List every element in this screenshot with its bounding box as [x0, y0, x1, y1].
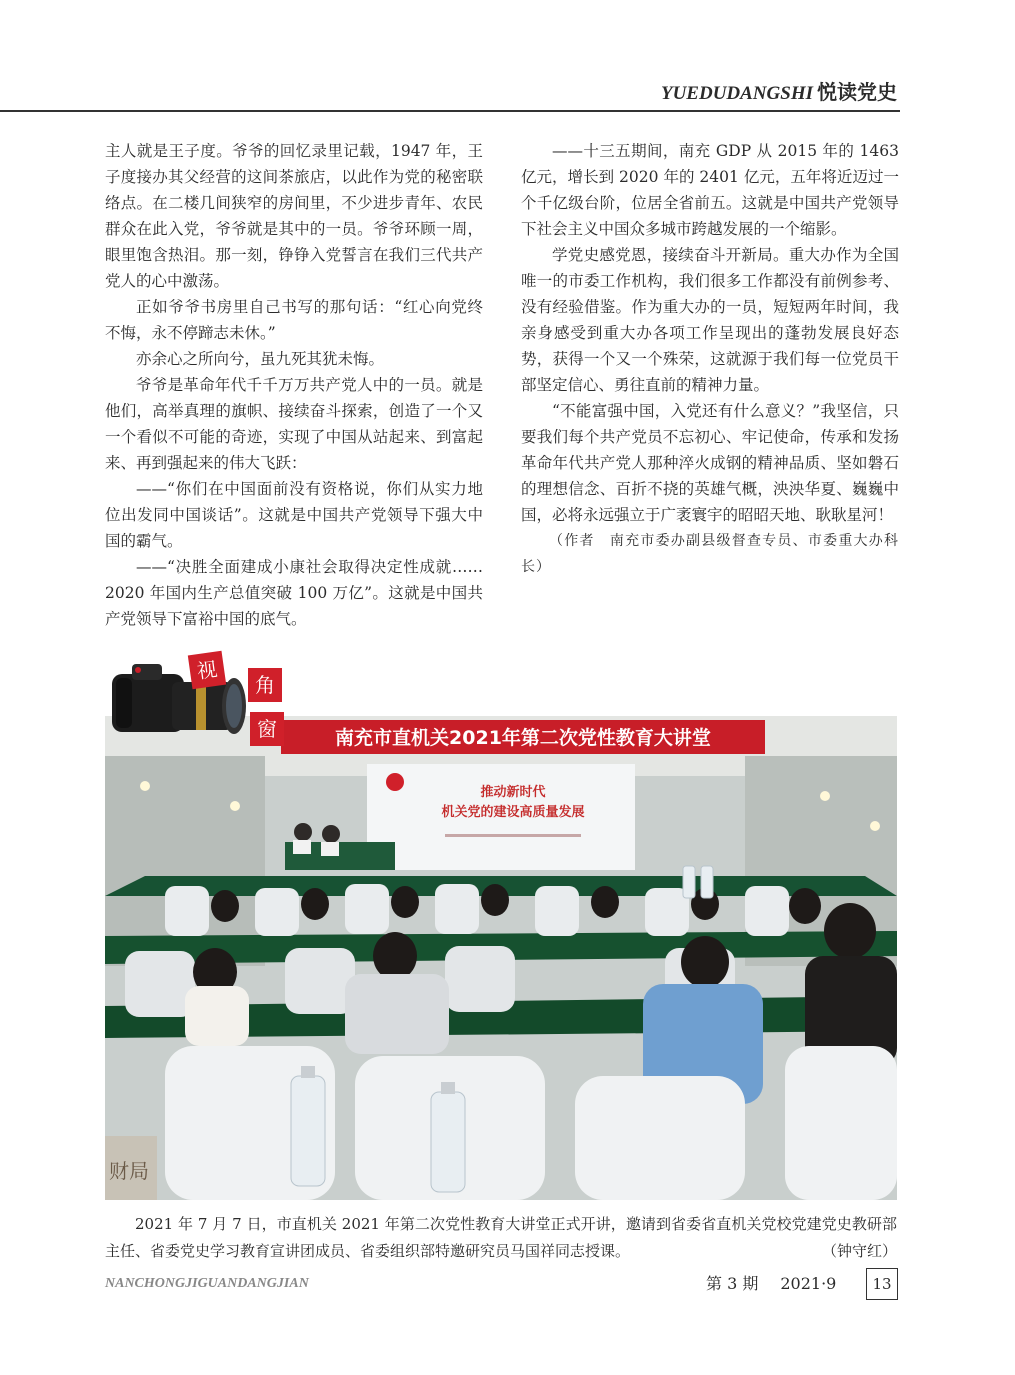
issue-date: 2021·9: [780, 1274, 837, 1293]
paragraph: 爷爷是革命年代千千万万共产党人中的一员。就是他们，高举真理的旗帜、接续奋斗探索，创造了一个又一个看似不可能的奇迹，实现了中国从站起来、到富起来、再到强起来的伟大飞跃：: [105, 376, 483, 472]
banner-text: 南充市直机关2021年第二次党性教育大讲堂: [335, 727, 711, 749]
page-header: [0, 0, 1015, 120]
badge-shi: 视: [188, 651, 226, 689]
paragraph: 学党史感党恩，接续奋斗开新局。重大办作为全国唯一的市委工作机构，我们很多工作都没有前例参考、没有经验借鉴。作为重大办的一员，短短两年时间，我亲身感受到重大办各项工作呈现出的蓬勃发展良好态势，获得一个又一个殊荣，这就源于我们每一位党员干部坚定信心、勇往直前的精神力量。: [521, 246, 899, 394]
paragraph: ——十三五期间，南充 GDP 从 2015 年的 1463 亿元，增长到 2020 年的 2401 亿元，五年将近迈过一个千亿级台阶，位居全省前五。这就是中国共产党领导下社会主义中国众多城市跨越发展的一个缩影。: [521, 142, 899, 238]
left-column: [105, 138, 483, 632]
paragraph: 亦余心之所向兮，虽九死其犹未悔。: [136, 350, 385, 368]
issue-number: 第 3 期: [706, 1274, 759, 1293]
paragraph: ——“你们在中国面前没有资格说，你们从实力地位出发同中国谈话”。这就是中国共产党领导下强大中国的霸气。: [105, 480, 483, 550]
screen-title-line2: 机关党的建设高质量发展: [441, 805, 585, 820]
screen-title-line1: 推动新时代: [480, 785, 546, 800]
header-rule: [0, 110, 900, 112]
caption-text: 2021 年 7 月 7 日，市直机关 2021 年第二次党性教育大讲堂正式开讲，邀请到省委省直机关党校党建党史教研部主任、省委党史学习教育宣讲团成员、省委组织部特邀研究员马国祥同志授课。: [105, 1215, 897, 1260]
author-note: （作者 南充市委办副县级督查专员、市委重大办科长）: [521, 533, 899, 575]
magazine-name: NANCHONGJIGUANDANGJIAN: [105, 1276, 309, 1291]
paragraph: 主人就是王子度。爷爷的回忆录里记载，1947 年，王子度接办其父经营的这间茶旅店，以此作为党的秘密联络点。在二楼几间狭窄的房间里，不少进步青年、农民群众在此入党，爷爷就是其中的一员。爷爷环顾一周，眼里饱含热泪。那一刻，铮铮入党誓言在我们三代共产党人的心中激荡。: [105, 142, 483, 290]
wall-sign-text: 财局: [109, 1159, 149, 1183]
lecture-hall-illustration: [105, 716, 897, 1200]
paragraph: 正如爷爷书房里自己书写的那句话：“红心向党终不悔，永不停蹄志未休。”: [105, 298, 483, 342]
badge-chuang: 窗: [250, 712, 284, 746]
lecture-photo: [105, 716, 897, 1200]
paragraph: “不能富强中国，入党还有什么意义？”我坚信，只要我们每个共产党员不忘初心、牢记使命，传承和发扬革命年代共产党人那种淬火成钢的精神品质、坚如磐石的理想信念、百折不挠的英雄气概，泱泱华夏、巍巍中国，必将永远强立于广袤寰宇的昭昭天地、耿耿星河！: [521, 402, 899, 524]
photo-caption: [105, 1211, 897, 1265]
right-column: [521, 138, 899, 580]
paragraph: ——“决胜全面建成小康社会取得决定性成就……2020 年国内生产总值突破 100 万亿”。这就是中国共产党领导下富裕中国的底气。: [105, 558, 483, 628]
running-head-title: 悦读党史: [817, 80, 897, 104]
badge-jiao: 角: [248, 668, 282, 702]
running-head-latin: YUEDUDANGSHI: [660, 83, 813, 104]
issue-info: [706, 1271, 836, 1294]
page-number: 13: [866, 1268, 898, 1300]
caption-credit: （钟守红）: [821, 1242, 897, 1260]
camera-icon: [108, 656, 250, 746]
running-head: [661, 76, 897, 105]
